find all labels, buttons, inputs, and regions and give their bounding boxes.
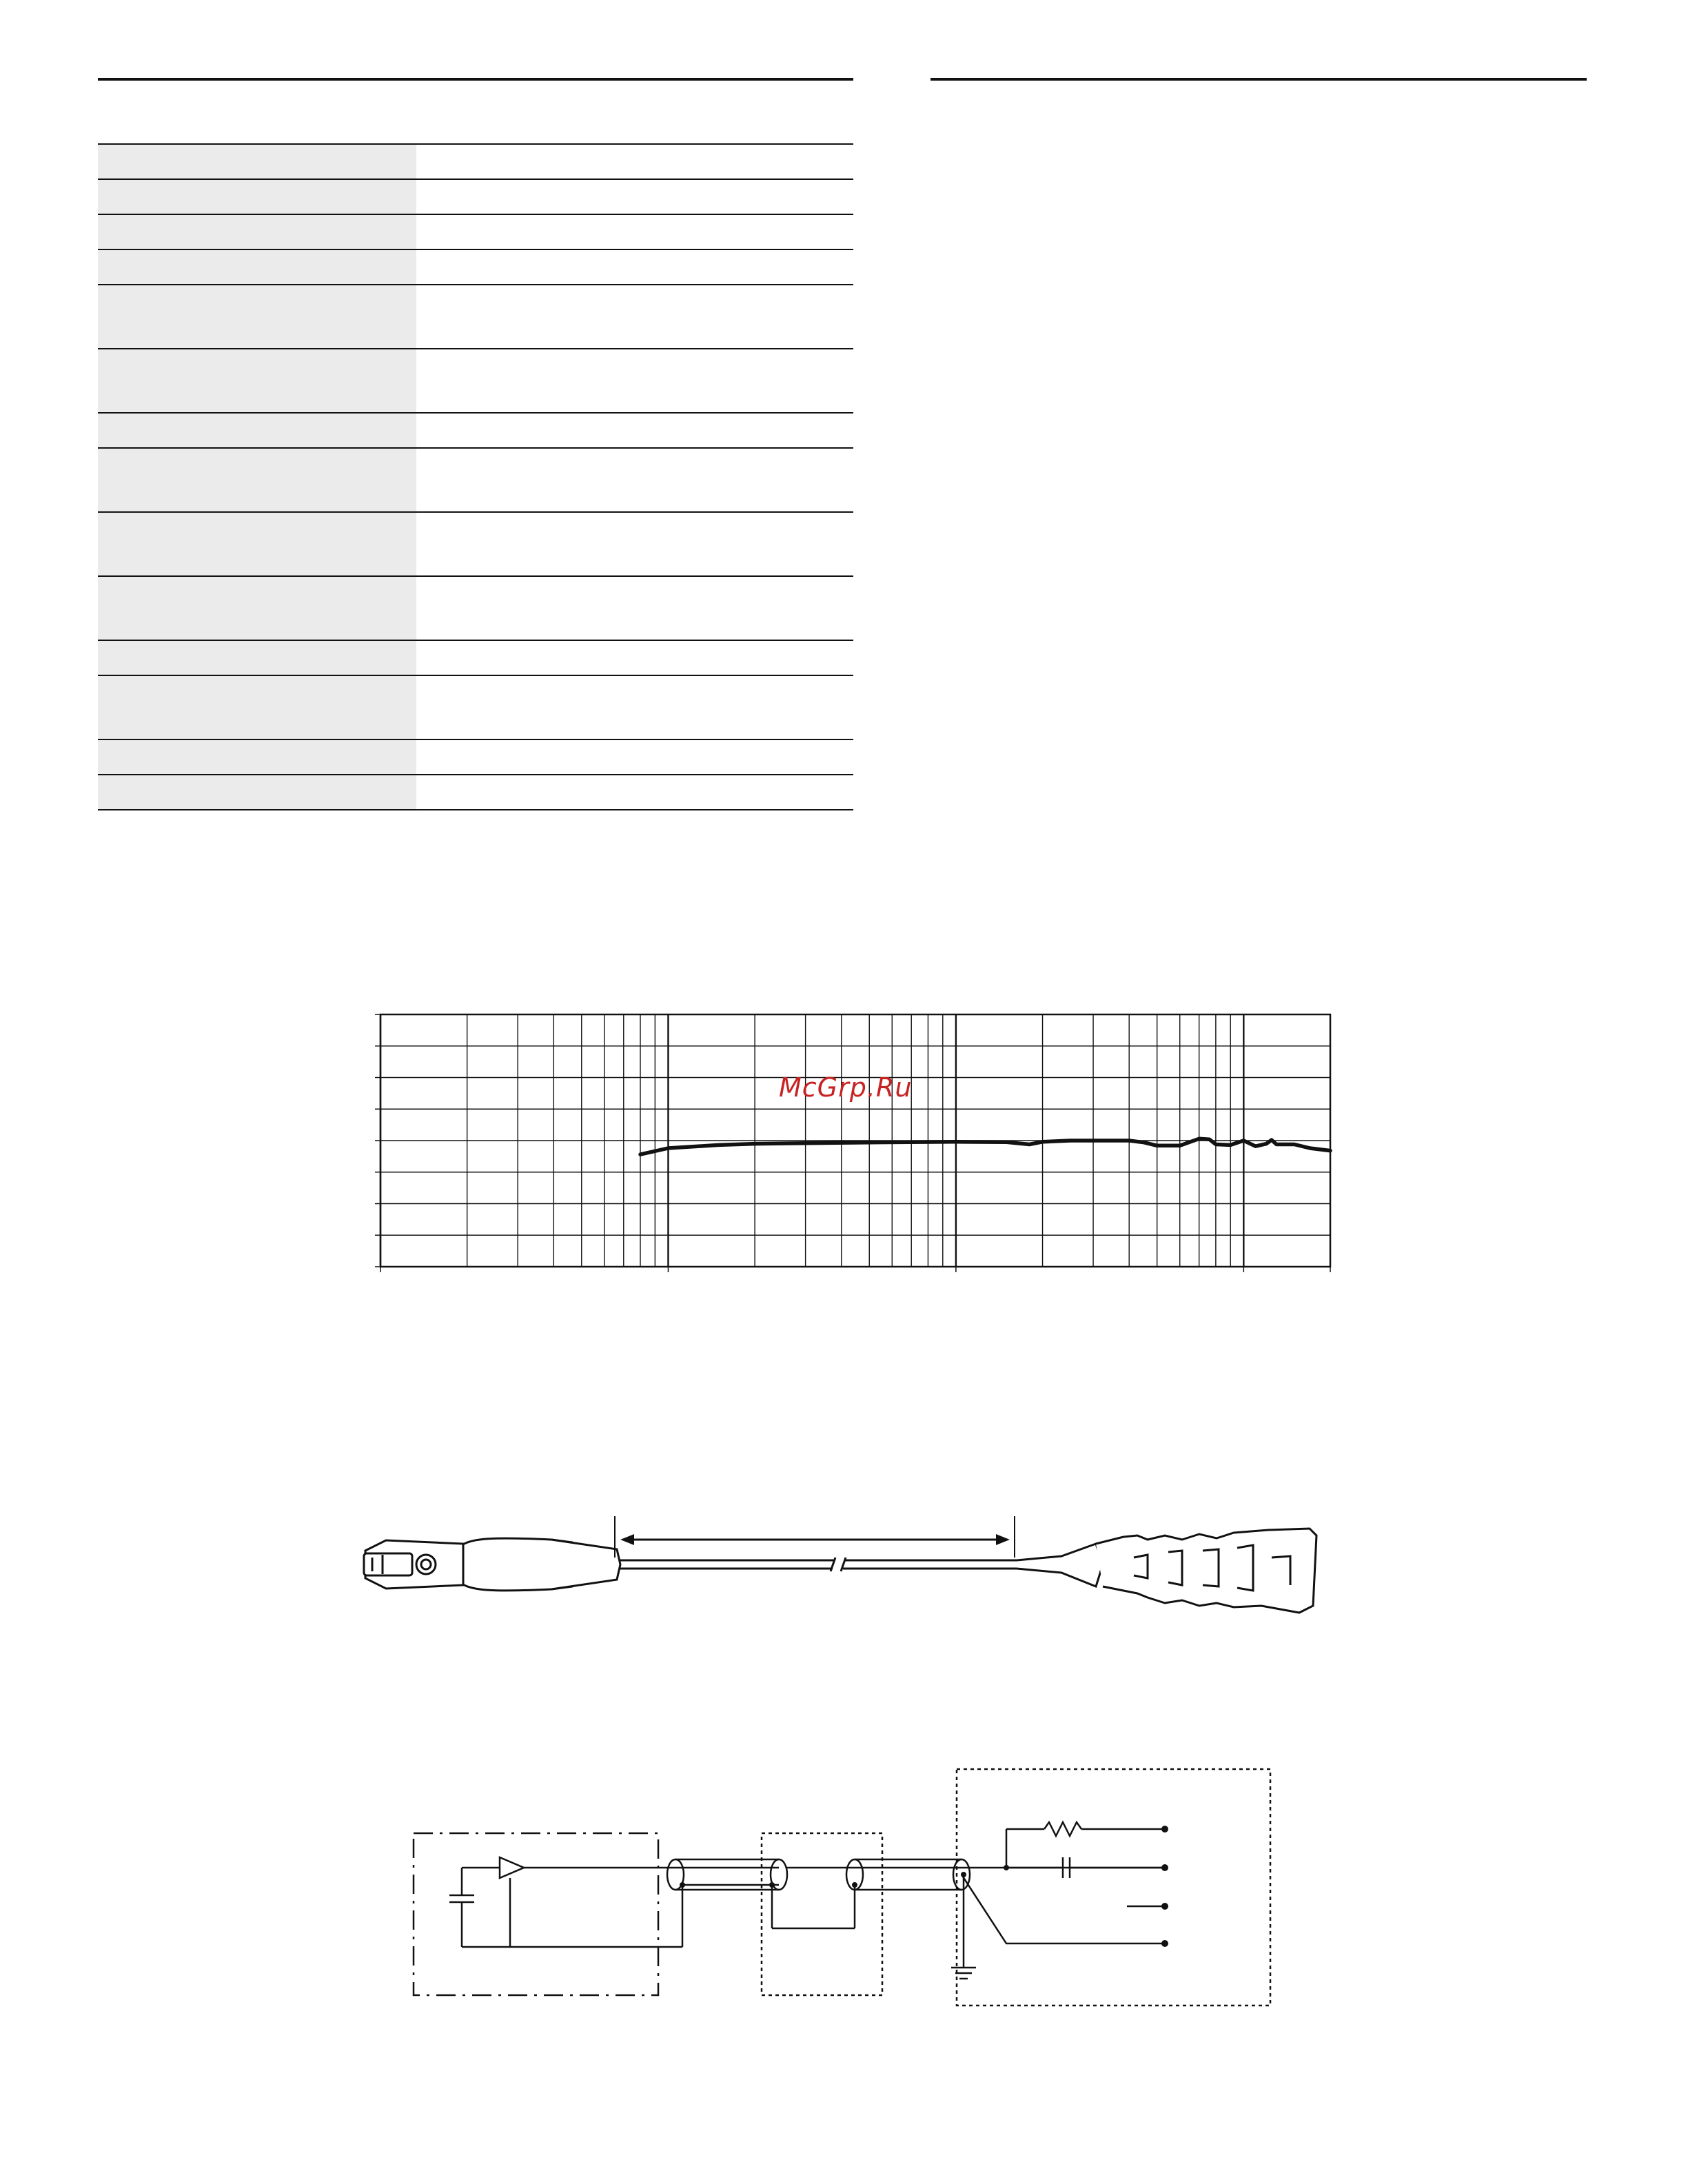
connector-box: [762, 1833, 882, 1995]
spec-value: [416, 513, 853, 575]
spec-label: [98, 513, 416, 575]
spec-row: [98, 675, 853, 739]
spec-value: [416, 250, 853, 284]
spec-row: [98, 178, 853, 214]
spec-row: [98, 214, 853, 249]
wiring-schematic: [400, 1757, 1282, 2019]
microphone-element-box: [414, 1833, 658, 1995]
spec-label: [98, 641, 416, 675]
bias-resistor: [1044, 1822, 1081, 1836]
terminal-2: [1161, 1864, 1168, 1871]
cable-assembly-drawing: [345, 1509, 1337, 1647]
spec-label: [98, 577, 416, 640]
spec-label: [98, 145, 416, 178]
spec-value: [416, 449, 853, 511]
spec-row: [98, 447, 853, 511]
spec-row: [98, 412, 853, 447]
header-rule-left: [98, 78, 853, 81]
spec-label: [98, 740, 416, 774]
transmitter-input-box: [957, 1769, 1270, 2006]
spec-label: [98, 349, 416, 412]
spec-label: [98, 775, 416, 809]
spec-row: [98, 143, 853, 178]
frequency-response-chart: [365, 1006, 1344, 1296]
spec-value: [416, 414, 853, 447]
terminal-4: [1161, 1940, 1168, 1947]
terminal-1: [1161, 1826, 1168, 1833]
spec-label: [98, 449, 416, 511]
spec-row: [98, 575, 853, 640]
spec-row: [98, 348, 853, 412]
mic-capsule-body: [1096, 1529, 1316, 1613]
spec-value: [416, 641, 853, 675]
watermark-text: McGrp.Ru: [779, 1072, 913, 1103]
amplifier-symbol: [500, 1857, 524, 1878]
spec-value: [416, 676, 853, 739]
spec-row: [98, 739, 853, 774]
spec-value: [416, 180, 853, 214]
spec-label: [98, 250, 416, 284]
spec-row: [98, 774, 853, 810]
spec-row: [98, 511, 853, 575]
spec-value: [416, 349, 853, 412]
spec-row: [98, 284, 853, 348]
spec-label: [98, 414, 416, 447]
connector-strain-relief: [551, 1540, 620, 1589]
spec-value: [416, 775, 853, 809]
specifications-table: [98, 143, 853, 810]
spec-row: [98, 249, 853, 284]
spec-label: [98, 180, 416, 214]
spec-value: [416, 145, 853, 178]
spec-label: [98, 676, 416, 739]
header-rule-right: [931, 78, 1587, 81]
spec-label: [98, 285, 416, 348]
mic-neck: [1017, 1544, 1103, 1586]
spec-value: [416, 285, 853, 348]
spec-row: [98, 640, 853, 675]
spec-value: [416, 577, 853, 640]
spec-value: [416, 740, 853, 774]
terminal-3: [1161, 1903, 1168, 1910]
spec-value: [416, 215, 853, 249]
spec-label: [98, 215, 416, 249]
